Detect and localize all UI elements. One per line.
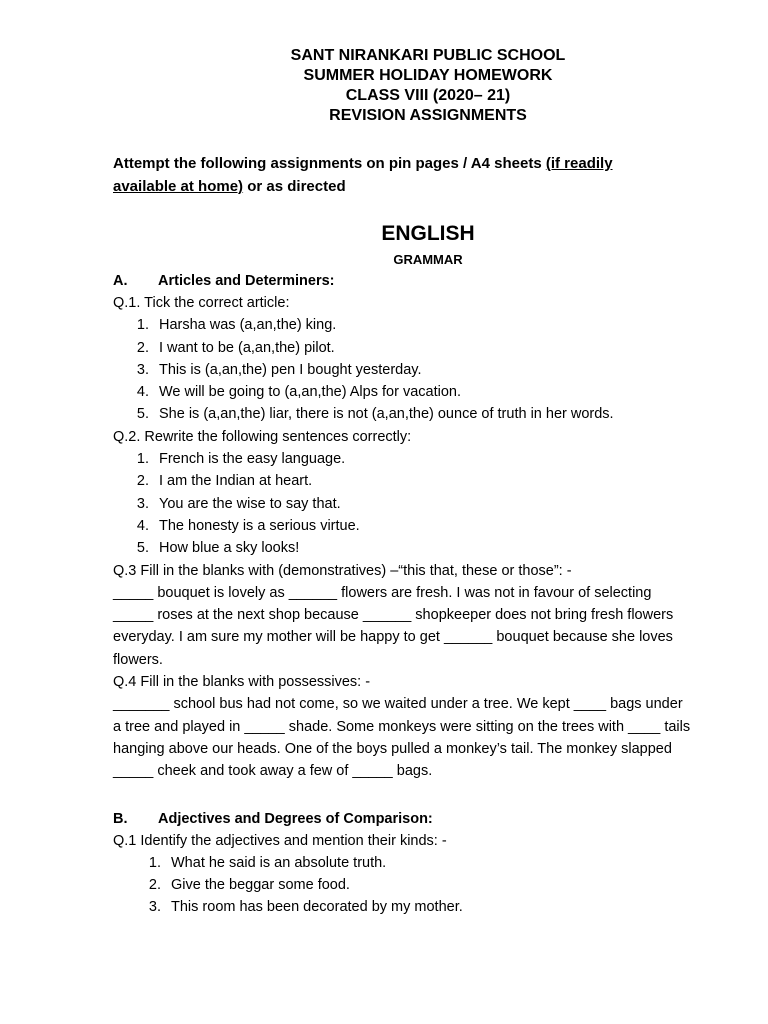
- instructions-underlined: (if readily available at home): [113, 155, 613, 195]
- list-item: 3. You are the wise to say that.: [153, 493, 728, 515]
- subject-heading: ENGLISH: [381, 222, 475, 245]
- section-a-title: Articles and Determiners:: [158, 273, 335, 289]
- section-a-heading: [113, 270, 728, 292]
- list-item: 5. She is (a,an,the) liar, there is not (a,an,the) ounce of truth in her words.: [153, 403, 728, 425]
- section-b-heading: [113, 808, 728, 830]
- question-b1-list: [113, 852, 728, 919]
- question-a2-prompt: Q.2. Rewrite the following sentences correctly:: [113, 428, 412, 445]
- homework-title: SUMMER HOLIDAY HOMEWORK: [303, 67, 553, 84]
- document-header: [168, 46, 688, 126]
- list-item: 2. I want to be (a,an,the) pilot.: [153, 337, 728, 359]
- section-b-title: Adjectives and Degrees of Comparison:: [158, 810, 433, 827]
- list-item: 2. I am the Indian at heart.: [153, 470, 728, 492]
- instructions: [113, 152, 653, 198]
- question-b1-prompt: Q.1 Identify the adjectives and mention their kinds: -: [113, 832, 447, 849]
- section-a-letter: A.: [113, 273, 128, 289]
- question-a4-passage: _______ school bus had not come, so we waited under a tree. We kept ____ bags under a tree and played in _____ shade. Some monkeys were sitting on the trees with ____ tails hanging above our heads. One of the boys pulled a monkey’s tail. The monkey slapped _____ cheek and took away a few of _____ bags.: [113, 696, 691, 780]
- list-item: 1. French is the easy language.: [153, 448, 728, 470]
- question-a1-prompt: Q.1. Tick the correct article:: [113, 295, 290, 311]
- list-item: 4. We will be going to (a,an,the) Alps for vacation.: [153, 381, 728, 403]
- list-item: 3. This room has been decorated by my mother.: [165, 896, 728, 918]
- section-b-letter: B.: [113, 810, 128, 827]
- class-label: CLASS VIII (2020– 21): [345, 87, 511, 104]
- list-item: 1. Harsha was (a,an,the) king.: [153, 314, 728, 336]
- question-a2-list: [113, 448, 728, 559]
- instructions-text-2: or as directed: [243, 178, 346, 195]
- list-item: 1. What he said is an absolute truth.: [165, 852, 728, 874]
- list-item: 2. Give the beggar some food.: [165, 874, 728, 896]
- list-item: 4. The honesty is a serious virtue.: [153, 515, 728, 537]
- question-a3-passage: _____ bouquet is lovely as ______ flowers are fresh. I was not in favour of selecting _____ roses at the next shop because ______ shopkeeper does not bring fresh flowers everyday. I am sure my mother will be happy to get ______ bouquet because she loves flowers.: [113, 584, 674, 668]
- school-name: SANT NIRANKARI PUBLIC SCHOOL: [290, 47, 566, 64]
- list-item: 5. How blue a sky looks!: [153, 537, 728, 559]
- question-a4-prompt: Q.4 Fill in the blanks with possessives: -: [113, 674, 371, 691]
- spacer: [113, 783, 728, 805]
- list-item: 3. This is (a,an,the) pen I bought yesterday.: [153, 359, 728, 381]
- question-a1-list: [113, 314, 728, 425]
- topic-heading: GRAMMAR: [393, 252, 463, 267]
- question-a3-prompt: Q.3 Fill in the blanks with (demonstratives) –“this that, these or those”: -: [113, 562, 572, 579]
- instructions-text-1: Attempt the following assignments on pin pages / A4 sheets: [113, 155, 546, 172]
- assignments-title: REVISION ASSIGNMENTS: [329, 107, 527, 124]
